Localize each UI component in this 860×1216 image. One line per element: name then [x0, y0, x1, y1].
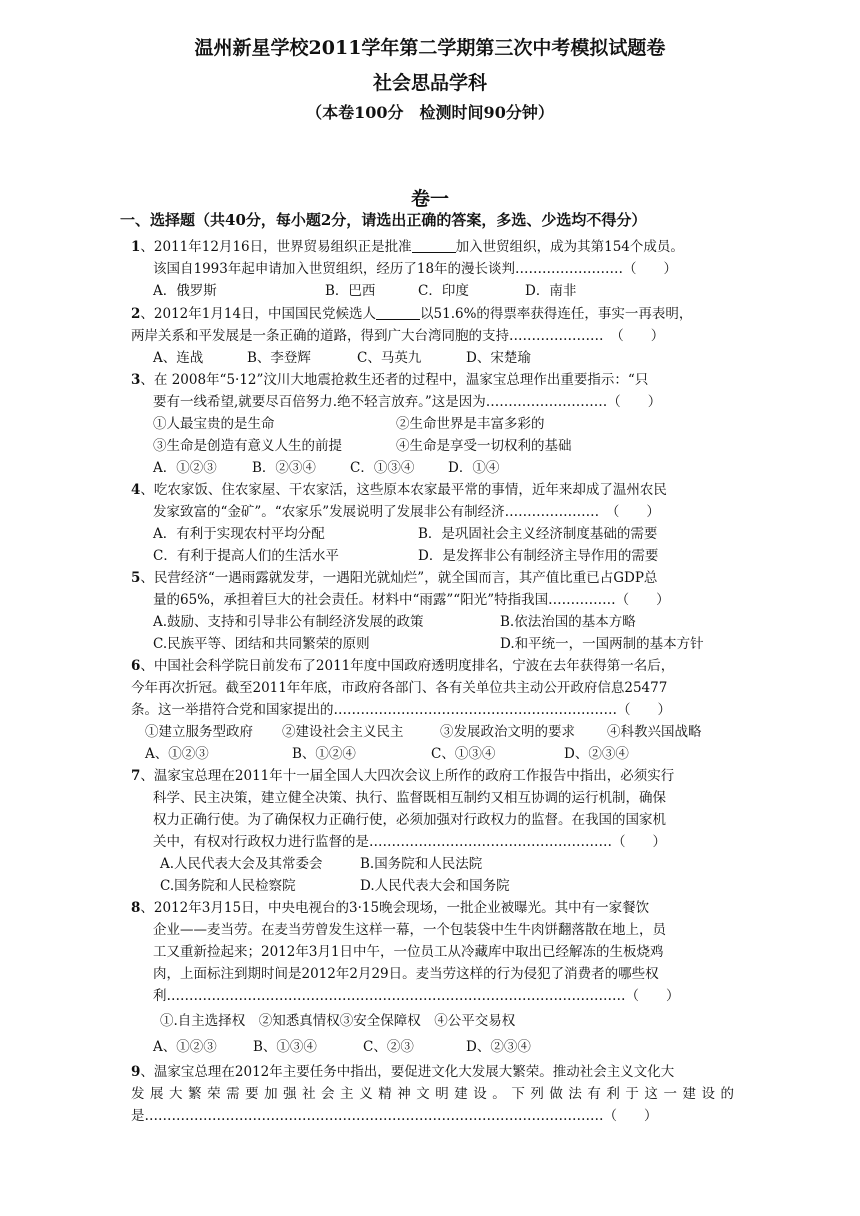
question-8 [131, 897, 736, 919]
exam-title: 温州新星学校2011学年第二学期第三次中考模拟试题卷 [194, 37, 666, 59]
option-c: C、马英九 [357, 350, 422, 366]
question-number: 5 [131, 570, 141, 586]
question-5-line2: 量的65%，承担着巨大的社会责任。材料中“雨露”“阳光”特指我国……………（ ） [153, 592, 670, 608]
question-6-line3: 条。这一举措符合党和国家提出的………………………………………………………（ ） [131, 702, 671, 718]
question-text: 加入世贸组织，成为其第154个成员。 [455, 239, 684, 255]
question-number: 1 [131, 239, 141, 255]
statement-2: ②生命世界是丰富多彩的 [396, 416, 545, 432]
option-a: A．有利于实现农村平均分配 [153, 526, 325, 542]
option-d: D．南非 [525, 283, 577, 299]
question-text: 、吃农家饭、住农家屋、干农家活，这些原本农家最平常的事情，近年来却成了温州农民 [140, 482, 667, 498]
question-2 [131, 303, 736, 325]
statement-4: ④生命是享受一切权利的基础 [396, 438, 572, 454]
option-a: A.人民代表大会及其常委会 [160, 856, 323, 872]
question-number: 6 [131, 658, 141, 674]
question-text: 、2012年3月15日，中央电视台的3·15晚会现场，一批企业被曝光。其中有一家餐饮 [140, 900, 650, 916]
statement-4: ④科教兴国战略 [607, 724, 702, 740]
option-b: B.国务院和人民法院 [360, 856, 483, 872]
option-b: B、李登辉 [247, 350, 311, 366]
answer-blank [376, 305, 420, 320]
question-text: 、民营经济“一遇雨露就发芽，一遇阳光就灿烂”，就全国而言，其产值比重已占GDP总 [140, 570, 658, 586]
statement-1: ①建立服务型政府 [145, 724, 253, 740]
question-1 [131, 236, 736, 258]
option-a: A、连战 [153, 350, 204, 366]
option-d: D．是发挥非公有制经济主导作用的需要 [418, 548, 659, 564]
answer-blank [412, 238, 456, 253]
option-d: D．①④ [448, 460, 500, 476]
exam-subject: 社会思品学科 [372, 72, 487, 94]
section-instruction: 一、选择题（共40分，每小题2分，请选出正确的答案，多选、少选均不得分） [120, 211, 647, 229]
question-2-line2: 两岸关系和平发展是一条正确的道路，得到广大台湾同胞的支持………………… （ ） [131, 328, 665, 344]
question-number: 4 [131, 482, 141, 498]
option-b: B.依法治国的基本方略 [500, 614, 636, 630]
option-d: D、宋楚瑜 [466, 350, 531, 366]
question-text: 、2011年12月16日，世界贸易组织正是批准 [140, 239, 412, 255]
statement-3: ③发展政治文明的要求 [440, 724, 575, 740]
option-c: C、②③ [363, 1039, 414, 1055]
option-d: D、②③④ [564, 746, 629, 762]
question-3 [131, 369, 736, 391]
question-4-line2: 发家致富的“金矿”。“农家乐”发展说明了发展非公有制经济………………… （ ） [153, 504, 660, 520]
option-b: B．②③④ [252, 460, 316, 476]
option-b: B．是巩固社会主义经济制度基础的需要 [418, 526, 658, 542]
section-title: 卷一 [410, 188, 449, 210]
question-7-line3: 权力正确行使。为了确保权力正确行使，必须加强对行政权力的监督。在我国的国家机 [153, 812, 666, 828]
question-number: 9 [131, 1064, 141, 1080]
statement-3: ③生命是创造有意义人生的前提 [153, 438, 342, 454]
option-c: C.民族平等、团结和共同繁荣的原则 [153, 636, 370, 652]
option-a: A.鼓励、支持和引导非公有制经济发展的政策 [153, 614, 424, 630]
question-8-line5: 利…………………………………………………………………………………………（ ） [153, 988, 680, 1004]
question-6 [131, 655, 736, 677]
question-7-line4: 关中，有权对行政权力进行监督的是………………………………………………（ ） [153, 834, 666, 850]
question-7 [131, 765, 736, 787]
option-c: C.国务院和人民检察院 [160, 878, 296, 894]
question-text: 以51.6%的得票率获得连任，事实一再表明， [420, 306, 693, 322]
question-7-line2: 科学、民主决策，建立健全决策、执行、监督既相互制约又相互协调的运行机制，确保 [153, 790, 666, 806]
question-number: 3 [131, 372, 141, 388]
option-a: A、①②③ [145, 746, 209, 762]
option-a: A．俄罗斯 [153, 283, 217, 299]
question-9 [131, 1061, 736, 1083]
question-6-line2: 今年再次折冠。截至2011年年底，市政府各部门、各有关单位共主动公开政府信息25477 [131, 680, 668, 696]
statement-2: ②建设社会主义民主 [282, 724, 404, 740]
question-text: 、温家宝总理在2012年主要任务中指出，要促进文化大发展大繁荣。推动社会主义文化大 [140, 1064, 675, 1080]
question-text: 、温家宝总理在2011年十一届全国人大四次会议上所作的政府工作报告中指出，必须实行 [140, 768, 675, 784]
question-3-line2: 要有一线希望,就要尽百倍努力.绝不轻言放弃。”这是因为………………………（ ） [153, 394, 662, 410]
question-1-line2: 该国自1993年起申请加入世贸组织，经历了18年的漫长谈判……………………（ ） [153, 261, 678, 277]
option-b: B、①②④ [292, 746, 356, 762]
question-9-line3: 是…………………………………………………………………………………………（ ） [131, 1108, 658, 1124]
question-8-line3: 工又重新捡起来；2012年3月1日中午，一位员工从冷藏库中取出已经解冻的生板烧鸡 [153, 944, 664, 960]
question-4 [131, 479, 736, 501]
statements: ①.自主选择权 ②知悉真情权③安全保障权 ④公平交易权 [160, 1013, 516, 1029]
option-b: B、①③④ [253, 1039, 317, 1055]
option-c: C．印度 [418, 283, 469, 299]
exam-meta: （本卷100分 检测时间90分钟） [306, 103, 554, 122]
question-5 [131, 567, 736, 589]
question-text: 、2012年1月14日，中国国民党候选人 [140, 306, 377, 322]
question-text: 、在 2008年“5·12”汶川大地震抢救生还者的过程中，温家宝总理作出重要指示：“只 [140, 372, 649, 388]
option-c: C．①③④ [350, 460, 415, 476]
question-number: 7 [131, 768, 141, 784]
option-d: D.人民代表大会和国务院 [360, 878, 510, 894]
option-a: A．①②③ [153, 460, 217, 476]
question-9-line2: 发展大繁荣需要加强社会主义精神文明建设。下列做法有利于这一建设的 [131, 1086, 736, 1102]
option-b: B．巴西 [325, 283, 376, 299]
statement-1: ①人最宝贵的是生命 [153, 416, 275, 432]
question-8-line2: 企业——麦当劳。在麦当劳曾发生这样一幕，一个包装袋中生牛肉饼翻落散在地上，员 [153, 922, 666, 938]
question-text: 、中国社会科学院日前发布了2011年度中国政府透明度排名，宁波在去年获得第一名后， [140, 658, 675, 674]
option-d: D.和平统一，一国两制的基本方针 [500, 636, 704, 652]
option-d: D、②③④ [466, 1039, 531, 1055]
question-number: 8 [131, 900, 141, 916]
option-a: A、①②③ [153, 1039, 217, 1055]
question-number: 2 [131, 306, 141, 322]
question-8-line4: 肉，上面标注到期时间是2012年2月29日。麦当劳这样的行为侵犯了消费者的哪些权 [153, 966, 659, 982]
option-c: C．有利于提高人们的生活水平 [153, 548, 339, 564]
option-c: C、①③④ [431, 746, 496, 762]
